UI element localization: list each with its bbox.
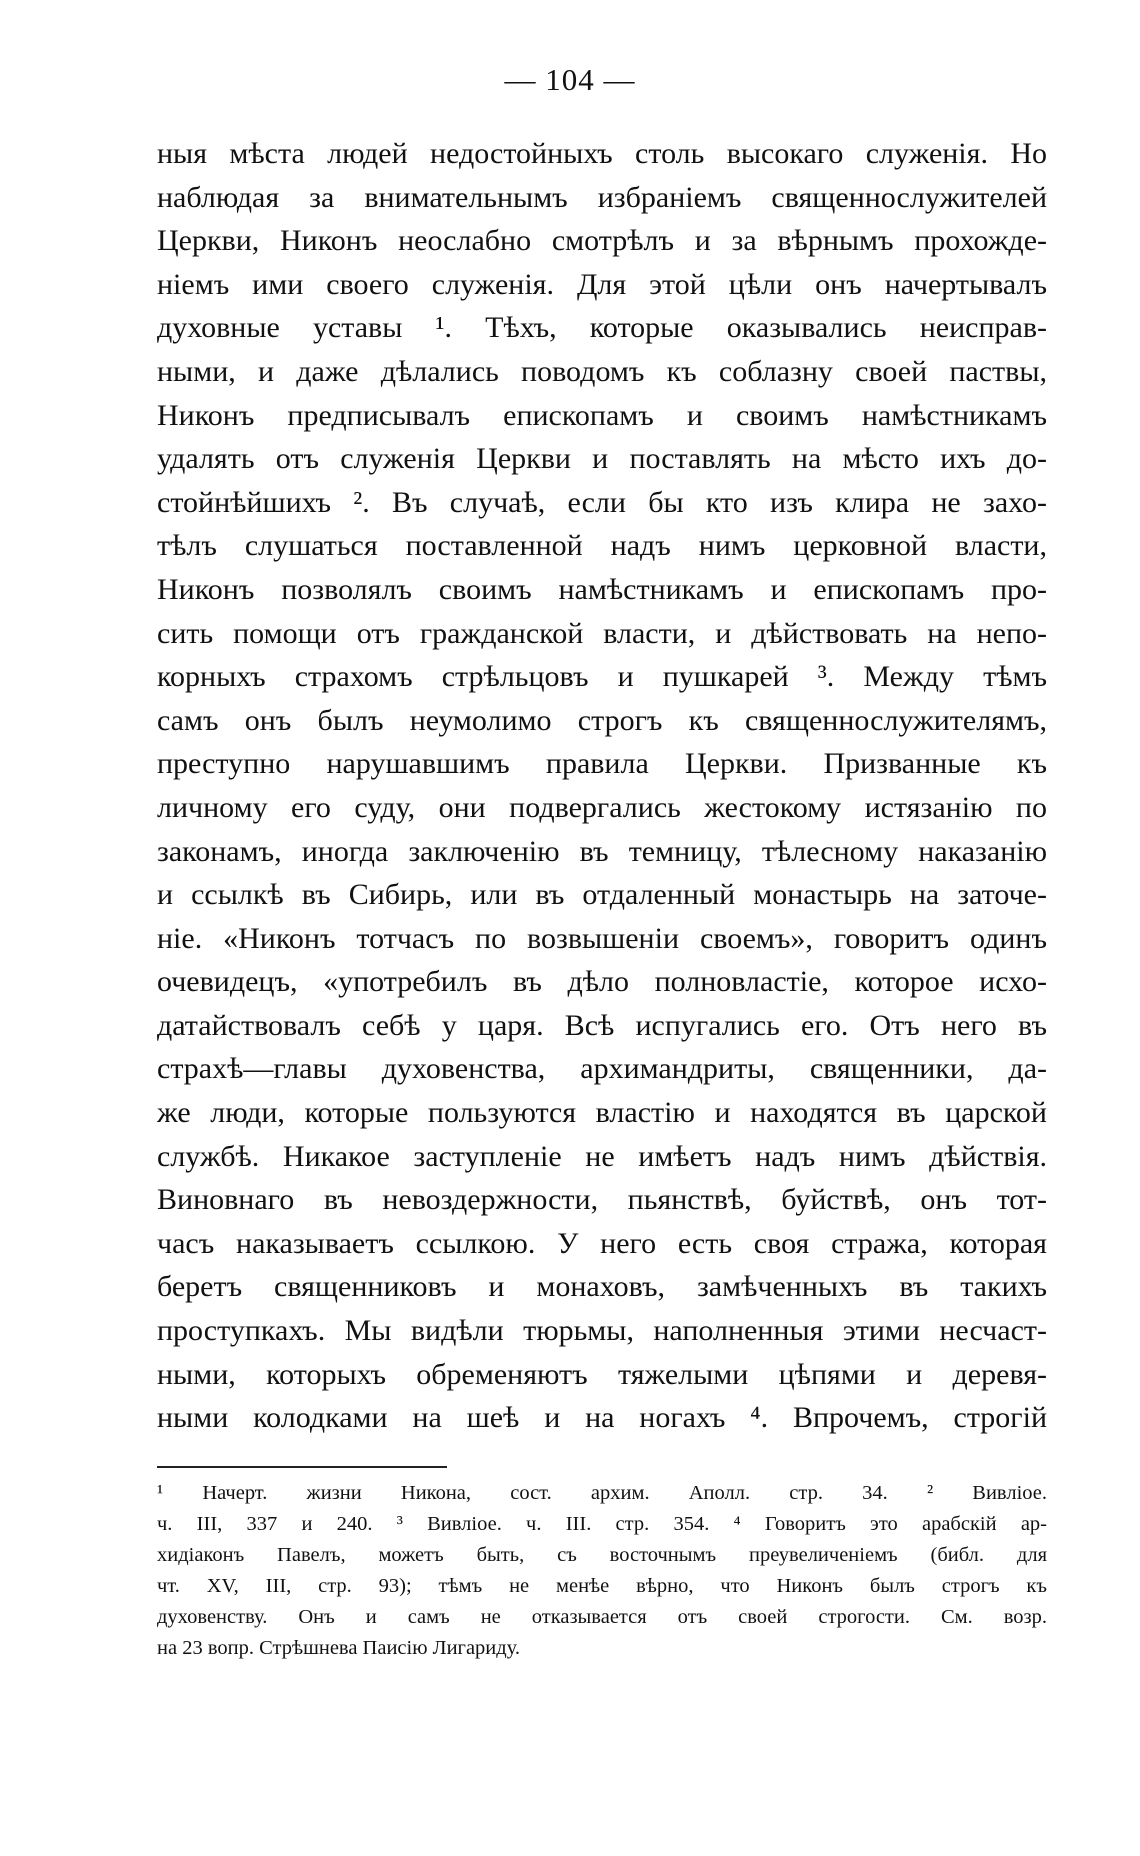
footnote-line: на 23 вопр. Стрѣшнева Паисію Лигариду. [157, 1637, 521, 1659]
text-line: наблюдая за внимательнымъ избраніемъ священнослужителей [157, 180, 1047, 214]
footnote-line: духовенству. Онъ и самъ не отказывается отъ своей строгости. См. возр. [157, 1606, 1047, 1628]
footnote-line: ¹ Начерт. жизни Никона, сост. архим. Аполл. стр. 34. ² Вивліое. [157, 1482, 1047, 1504]
text-line: часъ наказываетъ ссылкою. У него есть своя стража, которая [157, 1226, 1047, 1260]
footnote-line: ч. III, 337 и 240. ³ Вивліое. ч. III. стр. 354. ⁴ Говоритъ это арабскій ар- [157, 1513, 1047, 1535]
text-line: Никонъ предписывалъ епископамъ и своимъ намѣстникамъ [157, 398, 1047, 432]
text-line: проступкахъ. Мы видѣли тюрьмы, наполненныя этими несчаст- [157, 1314, 1047, 1348]
text-line: ными, которыхъ обременяютъ тяжелыми цѣпями и деревя- [157, 1357, 1047, 1391]
text-line: беретъ священниковъ и монаховъ, замѣченныхъ въ такихъ [157, 1270, 1047, 1304]
text-line: службѣ. Никакое заступленіе не имѣетъ надъ нимъ дѣйствія. [157, 1139, 1047, 1173]
main-text [157, 132, 1047, 1440]
text-line: ныя мѣста людей недостойныхъ столь высокаго служенія. Но [157, 137, 1047, 170]
footnotes [157, 1478, 1047, 1664]
page-number: — 104 — [504, 62, 636, 97]
text-line: удалять отъ служенія Церкви и поставлять на мѣсто ихъ до- [157, 442, 1047, 476]
text-line: ными, и даже дѣлались поводомъ къ соблазну своей паствы, [157, 354, 1047, 388]
text-line: страхѣ—главы духовенства, архимандриты, священники, да- [157, 1052, 1047, 1086]
text-line: ными колодками на шеѣ и на ногахъ ⁴. Впрочемъ, строгій [157, 1401, 1047, 1435]
text-line: самъ онъ былъ неумолимо строгъ къ священнослужителямъ, [157, 703, 1047, 737]
text-line: и ссылкѣ въ Сибирь, или въ отдаленный монастырь на заточе- [157, 878, 1047, 912]
text-line: законамъ, иногда заключенію въ темницу, тѣлесному наказанію [157, 834, 1047, 868]
text-line: датайствовалъ себѣ у царя. Всѣ испугались его. Отъ него въ [157, 1008, 1047, 1042]
footnote-line: чт. XV, III, стр. 93); тѣмъ не менѣе вѣрно, что Никонъ былъ строгъ къ [157, 1575, 1047, 1597]
footnote-separator [157, 1466, 447, 1468]
text-line: сить помощи отъ гражданской власти, и дѣйствовать на непо- [157, 616, 1047, 650]
text-line: же люди, которые пользуются властію и находятся въ царской [157, 1096, 1047, 1130]
text-line: тѣлъ слушаться поставленной надъ нимъ церковной власти, [157, 529, 1047, 563]
text-line: Церкви, Никонъ неослабно смотрѣлъ и за вѣрнымъ прохожде- [157, 224, 1047, 258]
footnote-line: хидіаконъ Павелъ, можетъ быть, съ восточнымъ преувеличеніемъ (библ. для [157, 1544, 1047, 1566]
text-line: очевидецъ, «употребилъ въ дѣло полновластіе, которое исхо- [157, 965, 1047, 999]
text-line: ніемъ ими своего служенія. Для этой цѣли онъ начертывалъ [157, 267, 1047, 301]
text-line: личному его суду, они подвергались жестокому истязанію по [157, 790, 1047, 824]
text-line: Виновнаго въ невоздержности, пьянствѣ, буйствѣ, онъ тот- [157, 1183, 1047, 1217]
text-line: корныхъ страхомъ стрѣльцовъ и пушкарей ³. Между тѣмъ [157, 660, 1047, 694]
text-line: стойнѣйшихъ ². Въ случаѣ, если бы кто изъ клира не захо- [157, 485, 1047, 519]
text-line: духовные уставы ¹. Тѣхъ, которые оказывались неисправ- [157, 311, 1047, 345]
text-line: Никонъ позволялъ своимъ намѣстникамъ и епископамъ про- [157, 572, 1047, 606]
text-line: преступно нарушавшимъ правила Церкви. Призванные къ [157, 747, 1047, 781]
text-line: ніе. «Никонъ тотчасъ по возвышеніи своемъ», говоритъ одинъ [157, 921, 1047, 955]
